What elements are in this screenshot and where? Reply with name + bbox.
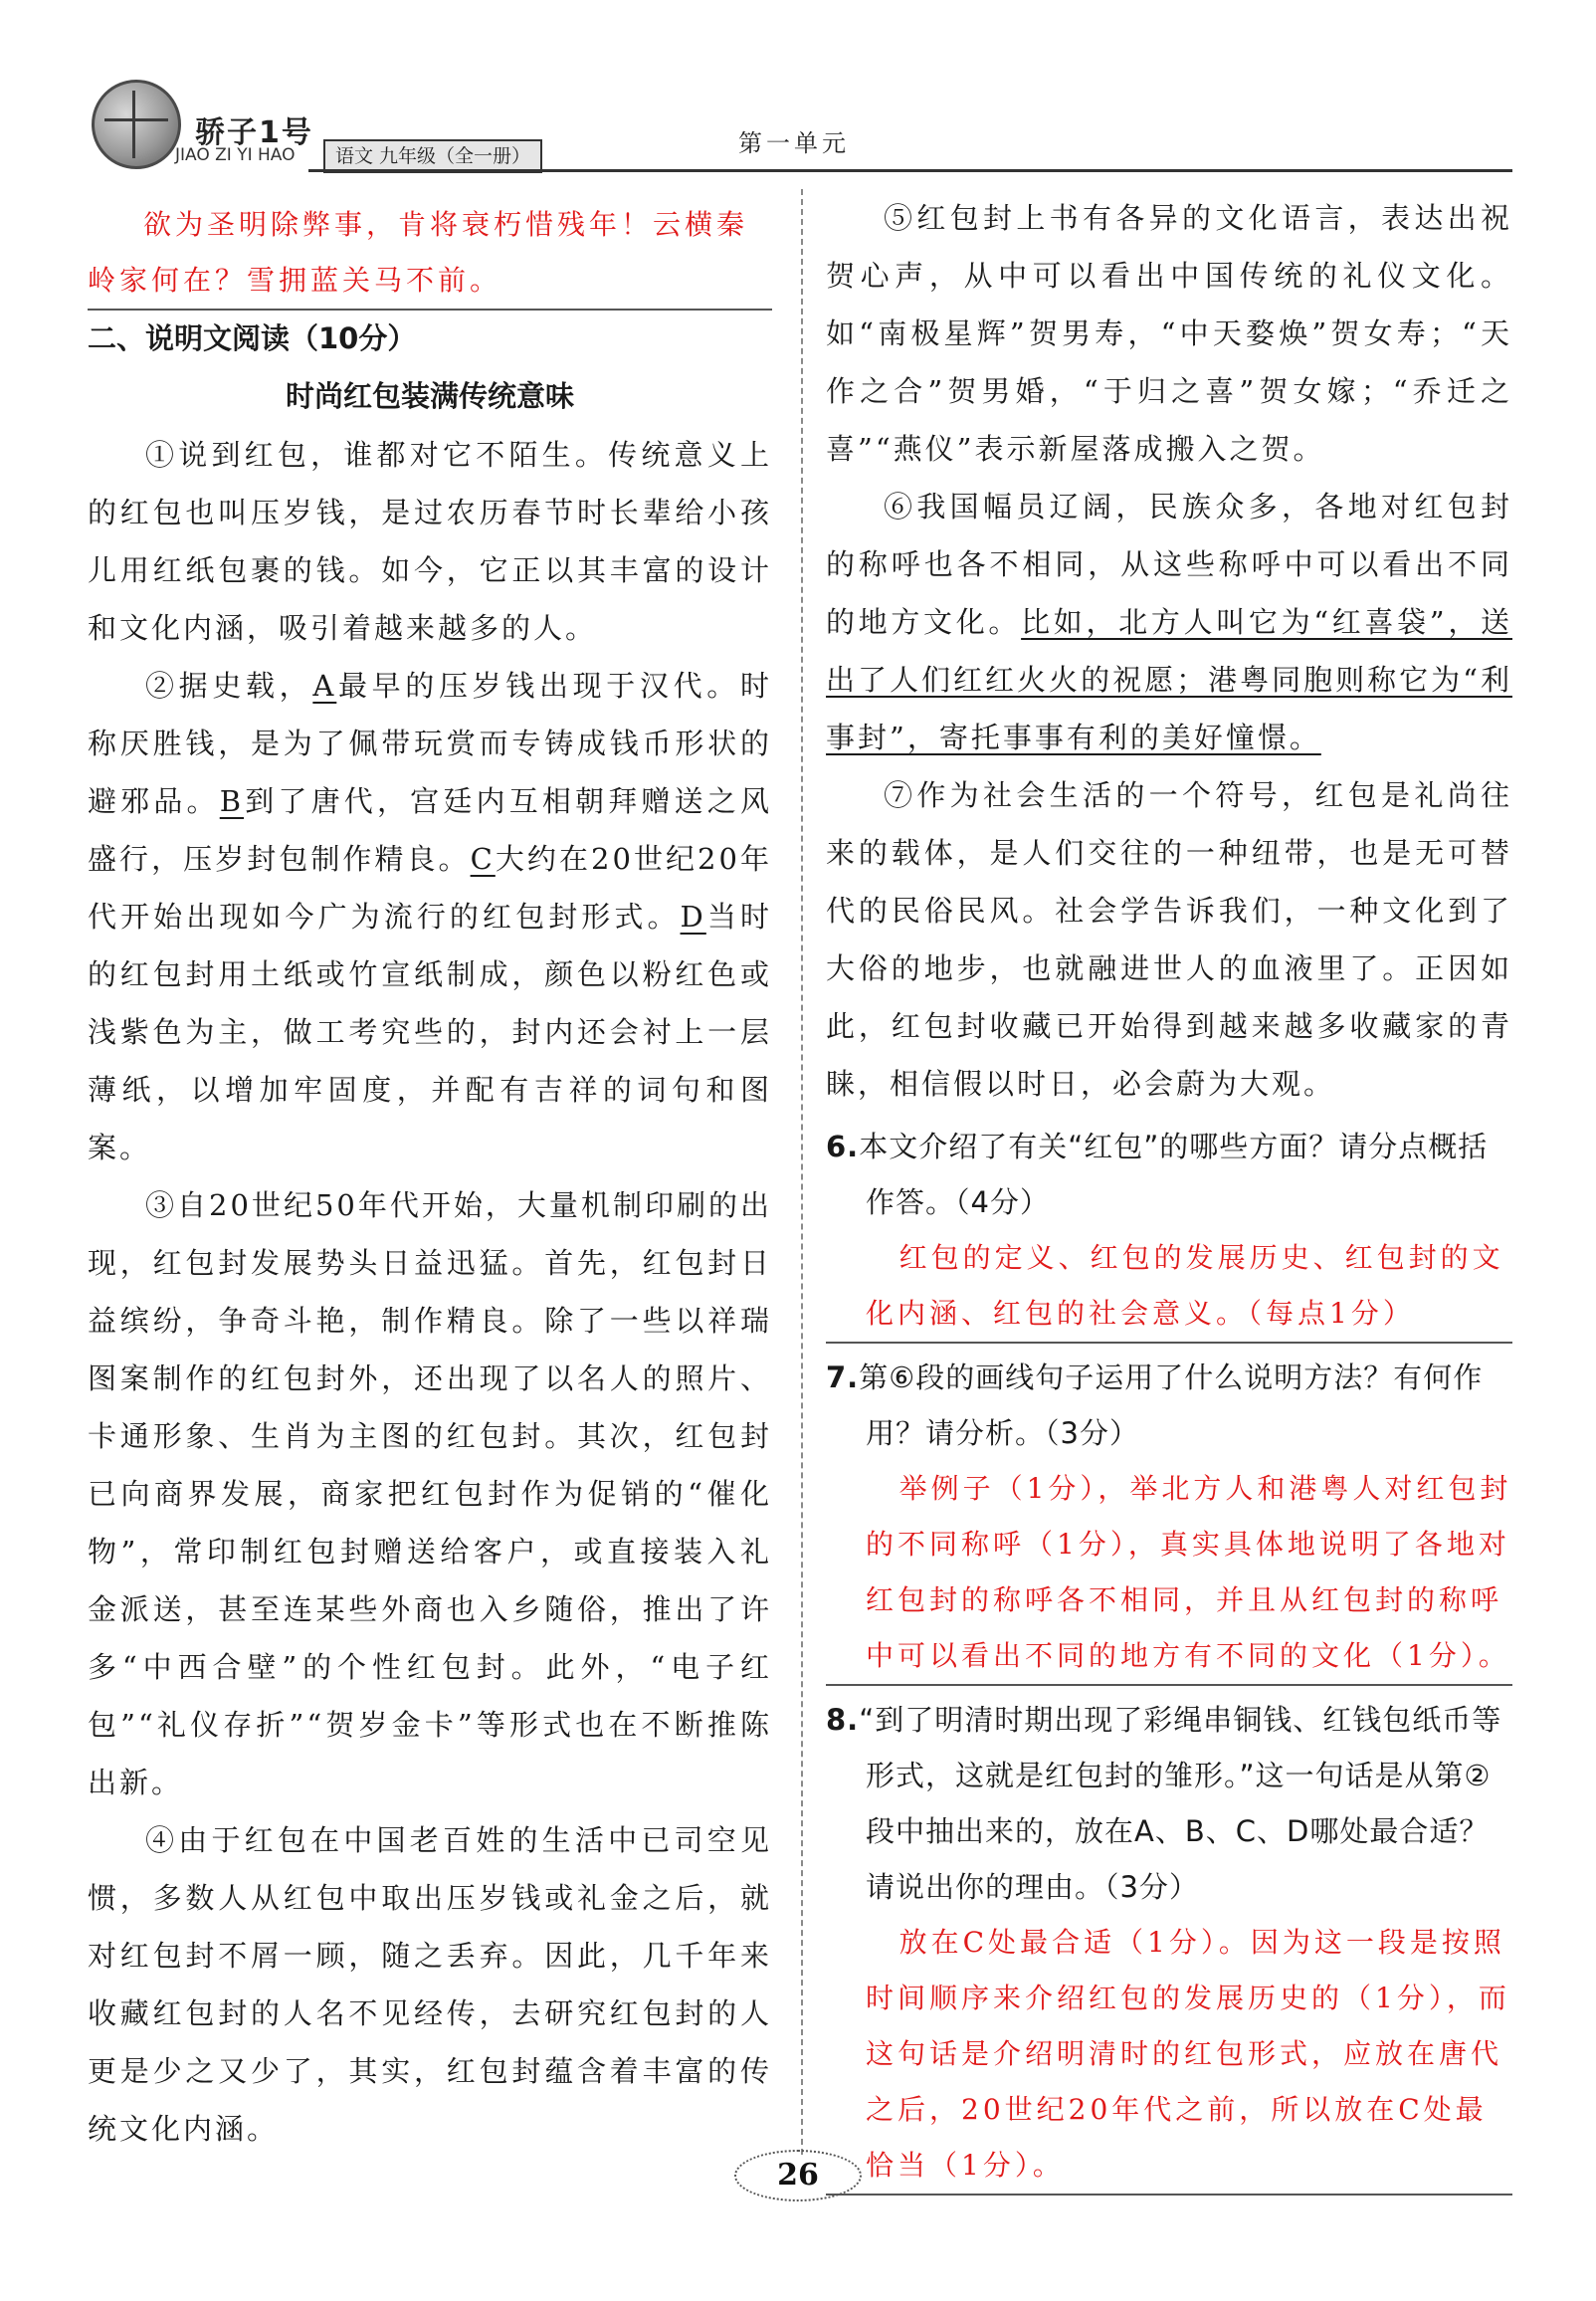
answer-8: 放在C处最合适（1分）。因为这一段是按照时间顺序来介绍红包的发展历史的（1分），而这句话是介绍明清时的红包形式，应放在唐代之后，20世纪20年代之前，所以放在C处最恰当（1分）。 [826, 1915, 1512, 2196]
poem-answer: 欲为圣明除弊事，肯将衰朽惜残年！云横秦岭家何在？雪拥蓝关马不前。 [88, 197, 772, 311]
answer-6: 红包的定义、红包的发展历史、红包封的文化内涵、红包的社会意义。（每点1分） [826, 1230, 1512, 1344]
paragraph-5: ⑤红包封上书有各异的文化语言，表达出祝贺心声，从中可以看出中国传统的礼仪文化。如“南极星辉”贺男寿，“中天婺焕”贺女寿；“天作之合”贺男婚，“于归之喜”贺女嫁；“乔迁之喜”“燕仪”表示新屋落成搬入之贺。 [826, 201, 1512, 466]
left-column [88, 189, 772, 2158]
paragraph-1: ①说到红包，谁都对它不陌生。传统意义上的红包也叫压岁钱，是过农历春节时长辈给小孩儿用红纸包裹的钱。如今，它正以其丰富的设计和文化内涵，吸引着越来越多的人。 [88, 438, 772, 645]
p2-text-e: 当时的红包封用土纸或竹宣纸制成，颜色以粉红色或浅紫色为主，做工考究些的，封内还会衬上一层薄纸，以增加牢固度，并配有吉祥的词句和图案。 [88, 900, 772, 1164]
p6-underlined-sentence: 比如，北方人叫它为“红喜袋”，送出了人们红红火火的祝愿；港粤同胞则称它为“利事封”，寄托事事有利的美好憧憬。 [826, 605, 1512, 754]
header-rule [308, 169, 1512, 172]
page-number: 26 [777, 2158, 819, 2193]
question-6 [826, 1119, 1512, 1230]
question-7-text: 第⑥段的画线句子运用了什么说明方法？有何作用？请分析。（3分） [859, 1360, 1484, 1450]
article-title: 时尚红包装满传统意味 [285, 379, 574, 413]
section-title: 二、说明文阅读（10分） [88, 321, 417, 355]
question-8-number: 8. [826, 1703, 860, 1737]
unit-title: 第一单元 [738, 129, 850, 157]
column-divider [801, 189, 803, 2155]
question-6-number: 6. [826, 1130, 860, 1163]
marker-a: A [312, 669, 337, 703]
paragraph-7: ⑦作为社会生活的一个符号，红包是礼尚往来的载体，是人们交往的一种纽带，也是无可替代的民俗民风。社会学告诉我们，一种文化到了大俗的地步，也就融进世人的血液里了。正因如此，红包封收藏已开始得到越来越多收藏家的青睐，相信假以时日，必会蔚为大观。 [826, 778, 1512, 1101]
marker-d: D [680, 900, 706, 934]
marker-b: B [219, 784, 245, 818]
p2-text-d: 大约在20世纪20年代开始出现如今广为流行的红包封形式。 [88, 842, 772, 934]
brand-name: 骄子1号 [195, 115, 313, 150]
p6-text: ⑥我国幅员辽阔，民族众多，各地对红包封的称呼也各不相同，从这些称呼中可以看出不同的地方文化。 [826, 490, 1512, 639]
question-7 [826, 1350, 1512, 1461]
brand-pinyin: JIAO ZI YI HAO [175, 145, 296, 165]
subject-label: 语文 九年级（全一册） [323, 139, 542, 173]
question-7-number: 7. [826, 1360, 860, 1394]
marker-c: C [470, 842, 496, 876]
p2-text-c: 到了唐代，宫廷内互相朝拜赠送之风盛行，压岁封包制作精良。 [88, 784, 772, 876]
question-8-text: “到了明清时期出现了彩绳串铜钱、红钱包纸币等形式，这就是红包封的雏形。”这一句话是从第②段中抽出来的，放在A、B、C、D哪处最合适？请说出你的理由。（3分） [859, 1703, 1502, 1904]
globe-logo-icon [92, 80, 181, 169]
question-6-text: 本文介绍了有关“红包”的哪些方面？请分点概括作答。（4分） [859, 1130, 1489, 1219]
paragraph-6 [826, 478, 1512, 766]
right-column [826, 189, 1512, 2196]
answer-7: 举例子（1分），举北方人和港粤人对红包封的不同称呼（1分），真实具体地说明了各地对红包封的称呼各不相同，并且从红包封的称呼中可以看出不同的地方有不同的文化（1分）。 [826, 1461, 1512, 1686]
page-header [0, 0, 1596, 179]
p2-text-a: ②据史载， [145, 669, 313, 703]
paragraph-2 [88, 657, 772, 1176]
p2-text-b: 最早的压岁钱出现于汉代。时称厌胜钱，是为了佩带玩赏而专铸成钱币形状的避邪品。 [88, 669, 772, 818]
paragraph-4: ④由于红包在中国老百姓的生活中已司空见惯，多数人从红包中取出压岁钱或礼金之后，就对红包封不屑一顾，随之丢弃。因此，几千年来收藏红包封的人名不见经传，去研究红包封的人更是少之又少了，其实，红包封蕴含着丰富的传统文化内涵。 [88, 1823, 772, 2146]
paragraph-3: ③自20世纪50年代开始，大量机制印刷的出现，红包封发展势头日益迅猛。首先，红包封日益缤纷，争奇斗艳，制作精良。除了一些以祥瑞图案制作的红包封外，还出现了以名人的照片、卡通形象、生肖为主图的红包封。其次，红包封已向商界发展，商家把红包封作为促销的“催化物”，常印制红包封赠送给客户，或直接装入礼金派送，甚至连某些外商也入乡随俗，推出了许多“中西合壁”的个性红包封。此外，“电子红包”“礼仪存折”“贺岁金卡”等形式也在不断推陈出新。 [88, 1188, 772, 1799]
question-8 [826, 1692, 1512, 1915]
